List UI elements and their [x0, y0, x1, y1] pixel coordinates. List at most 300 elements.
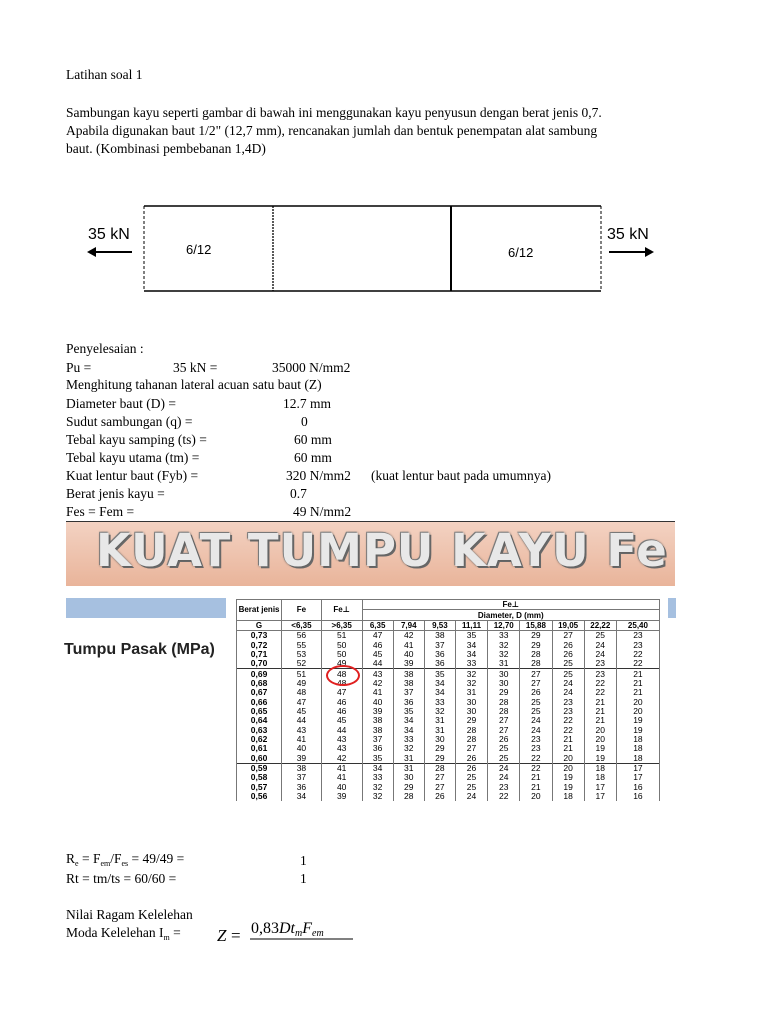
table-cell: 41 [282, 735, 322, 744]
table-row [237, 783, 660, 792]
lateral-heading: Menghitung tahanan lateral acuan satu baut (Z) [66, 377, 322, 392]
table-cell: 22 [488, 792, 520, 801]
table-cell: 32 [424, 707, 455, 716]
table-cell-g: 0,56 [237, 792, 282, 801]
table-row [237, 631, 660, 641]
table-cell-g: 0,70 [237, 659, 282, 669]
table-cell: 47 [282, 697, 322, 706]
force-right-label: 35 kN [607, 226, 649, 243]
rt-value: 1 [300, 871, 307, 886]
table-cell: 20 [520, 792, 552, 801]
table-cell: 17 [616, 763, 659, 773]
table-cell: 34 [393, 725, 424, 734]
table-cell: 33 [424, 697, 455, 706]
table-cell-g: 0,63 [237, 725, 282, 734]
table-cell: 26 [455, 763, 487, 773]
table-cell-g: 0,71 [237, 650, 282, 659]
table-cell: 38 [362, 725, 393, 734]
table-cell: 43 [321, 735, 362, 744]
table-cell-g: 0,69 [237, 669, 282, 679]
table-cell: 30 [455, 697, 487, 706]
table-cell: 38 [424, 631, 455, 641]
table-cell: 47 [321, 688, 362, 697]
table-cell: 21 [552, 735, 584, 744]
table-cell: 39 [321, 792, 362, 801]
table-cell: 34 [362, 763, 393, 773]
table-cell: 28 [424, 763, 455, 773]
table-row [237, 763, 660, 773]
table-cell: 22 [616, 650, 659, 659]
table-cell: 22 [584, 679, 616, 688]
param-value: 60 mm [294, 450, 332, 465]
header-diameter-value: 19,05 [552, 620, 584, 630]
table-cell: 22 [552, 725, 584, 734]
table-cell: 56 [282, 631, 322, 641]
table-cell: 27 [488, 716, 520, 725]
table-cell: 29 [424, 754, 455, 764]
table-cell: 46 [362, 640, 393, 649]
param-row [66, 503, 686, 521]
table-cell: 36 [424, 650, 455, 659]
table-cell: 16 [616, 792, 659, 801]
table-cell-g: 0,57 [237, 783, 282, 792]
table-cell: 29 [424, 744, 455, 753]
table-cell-g: 0,72 [237, 640, 282, 649]
param-value: 0 [301, 414, 308, 429]
force-left-label: 35 kN [88, 226, 130, 243]
table-cell: 26 [552, 650, 584, 659]
formula-numerator: 0,83DtmFem [251, 920, 324, 939]
table-cell-g: 0,61 [237, 744, 282, 753]
table-cell: 23 [488, 783, 520, 792]
param-value: 60 mm [294, 432, 332, 447]
table-cell: 35 [362, 754, 393, 764]
header-gt: >6,35 [321, 620, 362, 630]
header-fe-parallel: Fe [282, 600, 322, 621]
table-cell: 40 [282, 744, 322, 753]
table-cell-g: 0,65 [237, 707, 282, 716]
section-right-label: 6/12 [508, 245, 534, 260]
table-cell: 24 [520, 716, 552, 725]
table-cell: 21 [520, 783, 552, 792]
table-cell: 29 [520, 631, 552, 641]
table-cell: 34 [455, 640, 487, 649]
table-cell: 23 [584, 669, 616, 679]
table-row [237, 650, 660, 659]
table-cell: 31 [455, 688, 487, 697]
table-cell: 26 [488, 735, 520, 744]
table-cell: 21 [584, 697, 616, 706]
table-cell: 24 [552, 679, 584, 688]
table-cell: 29 [520, 640, 552, 649]
table-cell: 42 [393, 631, 424, 641]
param-row [66, 449, 686, 467]
param-row [66, 485, 686, 503]
table-cell: 36 [393, 697, 424, 706]
table-cell: 32 [488, 650, 520, 659]
section-left-label: 6/12 [186, 242, 212, 257]
table-cell: 48 [321, 679, 362, 688]
table-row [237, 725, 660, 734]
table-cell: 21 [616, 688, 659, 697]
table-row [237, 679, 660, 688]
table-cell: 35 [424, 669, 455, 679]
table-cell: 16 [616, 783, 659, 792]
re-label: $R_e = F_{em}/F_{es} = 49/49$ = [66, 851, 185, 868]
pu-kn: 35 kN = [173, 360, 218, 375]
table-cell-g: 0,73 [237, 631, 282, 641]
table-cell-g: 0,60 [237, 754, 282, 764]
table-cell: 27 [552, 631, 584, 641]
table-cell: 27 [520, 679, 552, 688]
formula-z: Z [217, 926, 227, 945]
table-cell: 44 [282, 716, 322, 725]
table-cell: 22 [520, 763, 552, 773]
table-cell: 40 [393, 650, 424, 659]
table-row [237, 640, 660, 649]
table-cell: 40 [321, 783, 362, 792]
header-fe-diameter: Fe⊥ [362, 600, 659, 610]
table-cell: 29 [393, 783, 424, 792]
table-cell: 36 [362, 744, 393, 753]
table-row [237, 659, 660, 669]
problem-line-2: Apabila digunakan baut 1/2" (12,7 mm), rencanakan jumlah dan bentuk penempatan alat sambung [66, 123, 598, 138]
table-cell: 37 [424, 640, 455, 649]
param-label: Kuat lentur baut (Fyb) = [66, 468, 199, 483]
table-cell-g: 0,68 [237, 679, 282, 688]
table-cell: 45 [362, 650, 393, 659]
param-value: 320 N/mm2 [286, 468, 351, 483]
table-cell: 27 [455, 744, 487, 753]
table-cell: 28 [455, 735, 487, 744]
table-cell: 32 [455, 679, 487, 688]
table-cell: 33 [393, 735, 424, 744]
table-cell: 28 [488, 707, 520, 716]
header-diameter: Diameter, D (mm) [362, 610, 659, 620]
table-cell: 26 [424, 792, 455, 801]
z-formula [215, 912, 365, 952]
table-cell: 44 [362, 659, 393, 669]
param-label: Tebal kayu utama (tm) = [66, 450, 200, 465]
table-cell: 32 [455, 669, 487, 679]
table-cell: 22 [520, 754, 552, 764]
table-cell: 41 [362, 688, 393, 697]
table-cell: 25 [584, 631, 616, 641]
formula-svg [215, 912, 365, 948]
header-diameter-value: 25,40 [616, 620, 659, 630]
table-cell: 41 [321, 773, 362, 782]
param-label: Diameter baut (D) = [66, 396, 176, 411]
table-cell: 47 [362, 631, 393, 641]
table-cell: 50 [321, 650, 362, 659]
table-cell: 25 [552, 669, 584, 679]
table-cell: 21 [616, 679, 659, 688]
table-cell: 45 [282, 707, 322, 716]
table-cell: 32 [488, 640, 520, 649]
table-cell: 55 [282, 640, 322, 649]
table-cell: 20 [584, 735, 616, 744]
table-cell: 19 [584, 754, 616, 764]
table-cell: 25 [488, 744, 520, 753]
table-cell: 34 [424, 688, 455, 697]
table-cell: 27 [424, 773, 455, 782]
table-cell: 23 [552, 697, 584, 706]
exercise-title: Latihan soal 1 [66, 67, 143, 82]
table-cell: 46 [321, 697, 362, 706]
table-cell: 33 [455, 659, 487, 669]
table-cell: 45 [321, 716, 362, 725]
pu-row [66, 359, 686, 377]
table-cell: 34 [424, 679, 455, 688]
rt-label: Rt = tm/ts = 60/60 = [66, 871, 177, 886]
param-row [66, 395, 686, 413]
table-cell: 23 [552, 707, 584, 716]
table-cell: 38 [362, 716, 393, 725]
right-arrow-head [645, 247, 654, 257]
table-cell: 37 [282, 773, 322, 782]
table-cell: 18 [552, 792, 584, 801]
table-cell: 27 [520, 669, 552, 679]
table-cell: 30 [393, 773, 424, 782]
table-cell: 23 [520, 744, 552, 753]
table-cell: 50 [321, 640, 362, 649]
problem-statement [66, 104, 602, 158]
table-cell: 29 [488, 688, 520, 697]
table-cell: 39 [393, 659, 424, 669]
table-cell: 28 [393, 792, 424, 801]
header-diameter-value: 9,53 [424, 620, 455, 630]
table-cell: 17 [584, 783, 616, 792]
solution-heading: Penyelesaian : [66, 341, 144, 356]
kuat-tumpu-banner [66, 521, 675, 586]
table-cell: 21 [520, 773, 552, 782]
header-diameter-value: 12,70 [488, 620, 520, 630]
table-cell: 25 [552, 659, 584, 669]
table-cell: 18 [584, 763, 616, 773]
table-cell: 19 [552, 783, 584, 792]
table-cell: 43 [282, 725, 322, 734]
table-cell: 24 [584, 650, 616, 659]
table-row [237, 735, 660, 744]
pu-label: Pu = [66, 360, 92, 375]
formula-eq: = [231, 926, 241, 945]
table-cell: 23 [616, 640, 659, 649]
header-fe-perp: Fe⊥ [321, 600, 362, 621]
tumpu-pasak-label: Tumpu Pasak (MPa) [64, 641, 215, 658]
header-diameter-value: 15,88 [520, 620, 552, 630]
table-cell: 31 [424, 716, 455, 725]
table-cell: 28 [488, 697, 520, 706]
table-cell: 24 [520, 725, 552, 734]
table-cell: 18 [584, 773, 616, 782]
table-cell: 25 [488, 754, 520, 764]
fe-table [236, 599, 660, 801]
header-diameter-value: 11,11 [455, 620, 487, 630]
header-diameter-value: 22,22 [584, 620, 616, 630]
table-cell: 25 [455, 783, 487, 792]
table-cell: 36 [282, 783, 322, 792]
param-note: (kuat lentur baut pada umumnya) [371, 468, 551, 483]
table-cell: 19 [584, 744, 616, 753]
header-diameter-value: 7,94 [393, 620, 424, 630]
table-cell: 34 [282, 792, 322, 801]
table-cell: 24 [455, 792, 487, 801]
table-cell: 33 [488, 631, 520, 641]
table-cell-g: 0,62 [237, 735, 282, 744]
table-cell: 28 [455, 725, 487, 734]
table-cell: 43 [362, 669, 393, 679]
param-value: 0.7 [290, 486, 307, 501]
table-cell: 32 [362, 792, 393, 801]
header-lt: <6,35 [282, 620, 322, 630]
table-row [237, 688, 660, 697]
table-cell: 17 [616, 773, 659, 782]
table-cell: 53 [282, 650, 322, 659]
table-cell: 32 [362, 783, 393, 792]
table-cell: 23 [520, 735, 552, 744]
table-cell: 36 [424, 659, 455, 669]
table-cell: 28 [520, 650, 552, 659]
highlight-circle [326, 665, 360, 686]
table-cell-g: 0,58 [237, 773, 282, 782]
blue-bar-left [66, 598, 226, 618]
table-cell: 29 [455, 716, 487, 725]
problem-line-1: Sambungan kayu seperti gambar di bawah ini menggunakan kayu penyusun dengan berat jenis 0,7. [66, 105, 602, 120]
blue-bar-right [668, 598, 676, 618]
table-cell: 48 [321, 669, 362, 679]
table-cell: 35 [455, 631, 487, 641]
table-cell: 30 [488, 669, 520, 679]
table-cell: 21 [584, 716, 616, 725]
table-cell: 21 [584, 707, 616, 716]
table-cell: 18 [616, 735, 659, 744]
table-cell: 42 [321, 754, 362, 764]
table-row [237, 754, 660, 764]
re-value: 1 [300, 853, 307, 868]
table-row [237, 744, 660, 753]
table-cell: 28 [520, 659, 552, 669]
table-row [237, 773, 660, 782]
table-cell: 38 [393, 669, 424, 679]
table-cell: 40 [362, 697, 393, 706]
table-cell: 35 [393, 707, 424, 716]
table-cell: 37 [393, 688, 424, 697]
table-cell: 46 [321, 707, 362, 716]
table-cell: 23 [584, 659, 616, 669]
table-cell: 49 [282, 679, 322, 688]
table-cell: 19 [552, 773, 584, 782]
header-berat-jenis: Berat jenis [237, 600, 282, 621]
table-cell: 24 [488, 773, 520, 782]
table-cell: 17 [584, 792, 616, 801]
table-row [237, 707, 660, 716]
banner-title: KUAT TUMPU KAYU Fe [96, 524, 668, 577]
table-cell: 20 [616, 697, 659, 706]
table-cell: 24 [552, 688, 584, 697]
table-cell: 26 [455, 754, 487, 764]
table-cell: 41 [393, 640, 424, 649]
table-cell: 22 [584, 688, 616, 697]
table-cell: 39 [362, 707, 393, 716]
param-row [66, 413, 686, 431]
sub-header-row [237, 620, 660, 630]
pu-value: 35000 N/mm2 [272, 360, 351, 375]
table-cell: 34 [455, 650, 487, 659]
table-cell: 33 [362, 773, 393, 782]
table-cell: 27 [424, 783, 455, 792]
table-cell-g: 0,66 [237, 697, 282, 706]
param-label: Sudut sambungan (q) = [66, 414, 193, 429]
table-cell: 18 [616, 744, 659, 753]
table-cell: 20 [584, 725, 616, 734]
table-cell: 30 [455, 707, 487, 716]
table-cell: 25 [455, 773, 487, 782]
table-cell: 18 [616, 754, 659, 764]
table-cell: 31 [424, 725, 455, 734]
problem-line-3: baut. (Kombinasi pembebanan 1,4D) [66, 141, 266, 156]
table-cell: 30 [488, 679, 520, 688]
table-cell-g: 0,59 [237, 763, 282, 773]
table-cell: 41 [321, 763, 362, 773]
table-cell: 20 [552, 763, 584, 773]
connection-diagram [84, 196, 674, 306]
table-cell: 31 [393, 763, 424, 773]
table-cell: 42 [362, 679, 393, 688]
param-row [66, 467, 686, 485]
table-row [237, 669, 660, 679]
param-label: Tebal kayu samping (ts) = [66, 432, 207, 447]
table-cell: 26 [520, 688, 552, 697]
table-cell: 22 [552, 716, 584, 725]
table-cell: 22 [616, 659, 659, 669]
table-cell: 21 [552, 744, 584, 753]
diagram-svg [84, 196, 674, 306]
table-cell-g: 0,67 [237, 688, 282, 697]
table-cell: 52 [282, 659, 322, 669]
table-cell: 20 [616, 707, 659, 716]
table-cell: 51 [282, 669, 322, 679]
table-cell: 19 [616, 716, 659, 725]
table-cell: 23 [616, 631, 659, 641]
table-cell: 44 [321, 725, 362, 734]
table-cell: 24 [488, 763, 520, 773]
table-cell: 27 [488, 725, 520, 734]
param-value: 49 N/mm2 [293, 504, 352, 519]
table-row [237, 697, 660, 706]
table-cell: 30 [424, 735, 455, 744]
table-cell: 19 [616, 725, 659, 734]
left-arrow-head [87, 247, 96, 257]
ragam-heading: Nilai Ragam Kelelehan [66, 907, 193, 922]
table-row [237, 792, 660, 801]
table-cell: 38 [393, 679, 424, 688]
header-g: G [237, 620, 282, 630]
table-cell: 24 [584, 640, 616, 649]
param-row [66, 431, 686, 449]
table-cell-g: 0,64 [237, 716, 282, 725]
table-cell: 25 [520, 697, 552, 706]
table-cell: 31 [488, 659, 520, 669]
table-cell: 26 [552, 640, 584, 649]
param-label: Fes = Fem = [66, 504, 135, 519]
table-cell: 32 [393, 744, 424, 753]
table-cell: 43 [321, 744, 362, 753]
table-cell: 39 [282, 754, 322, 764]
table-cell: 20 [552, 754, 584, 764]
table-cell: 48 [282, 688, 322, 697]
table-cell: 37 [362, 735, 393, 744]
fe-table-body [237, 631, 660, 802]
